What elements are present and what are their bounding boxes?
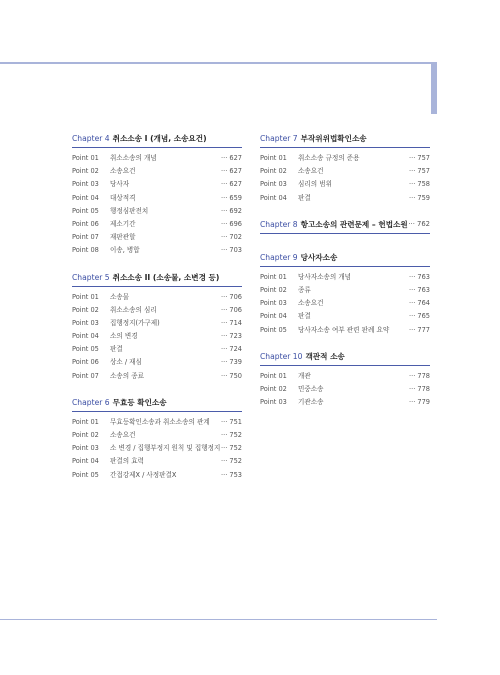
point-number: Point 07	[72, 233, 99, 242]
chapter-heading[interactable]	[72, 397, 242, 412]
page-number: ··· 757	[409, 167, 430, 176]
point-title: 행정심판전치	[110, 206, 149, 215]
chapter-heading[interactable]	[260, 351, 430, 366]
page-number: ··· 777	[409, 325, 430, 334]
page-number: ··· 714	[221, 318, 242, 327]
point-number: Point 01	[72, 154, 99, 162]
toc-entry[interactable]	[72, 330, 242, 343]
chapter-title: 당사자소송	[300, 252, 338, 262]
point-number: Point 01	[72, 292, 99, 301]
page-number: ··· 724	[221, 345, 242, 354]
toc-entry[interactable]	[260, 165, 430, 178]
point-number: Point 02	[260, 167, 287, 176]
toc-entry[interactable]	[72, 429, 242, 442]
chapter-title: 부작위위법확인소송	[300, 134, 367, 143]
page-number: ··· 778	[409, 371, 430, 380]
point-title: 취소소송의 개념	[110, 154, 157, 162]
point-title: 개관	[298, 371, 311, 380]
page-number: ··· 750	[221, 371, 242, 380]
page-number: ··· 765	[409, 312, 430, 321]
toc-entry[interactable]	[260, 370, 430, 383]
page-number: ··· 627	[221, 180, 242, 189]
point-title: 판결	[298, 193, 311, 202]
point-title: 소송물	[110, 292, 130, 301]
point-title: 재판관할	[110, 233, 136, 242]
toc-entry[interactable]	[72, 152, 242, 165]
page-number: ··· 763	[409, 272, 430, 281]
toc-entry[interactable]	[260, 152, 430, 165]
point-title: 판결	[298, 312, 311, 321]
page-number: ··· 692	[221, 206, 242, 215]
point-title: 민중소송	[298, 384, 324, 393]
toc-entry[interactable]	[260, 192, 430, 205]
toc-entry[interactable]	[72, 455, 242, 468]
point-number: Point 02	[72, 167, 99, 176]
point-title: 종류	[298, 285, 311, 294]
point-title: 간접강제X / 사정판결X	[110, 470, 177, 479]
point-number: Point 05	[72, 206, 99, 215]
point-title: 판결	[110, 345, 123, 354]
point-title: 소 변경 / 집행부정지 원칙 및 집행정지	[110, 444, 220, 453]
page-number: ··· 723	[221, 332, 242, 341]
toc-entry[interactable]	[260, 396, 430, 409]
page-number: ··· 758	[409, 180, 430, 189]
point-title: 이송, 병합	[110, 246, 140, 255]
point-title: 심리의 범위	[298, 180, 332, 189]
point-number: Point 04	[72, 457, 99, 466]
point-list	[260, 370, 430, 410]
point-number: Point 03	[260, 180, 287, 189]
toc-entry[interactable]	[72, 165, 242, 178]
page-number: ··· 759	[409, 193, 430, 202]
point-number: Point 01	[260, 371, 287, 380]
point-title: 취소소송 규정의 준용	[298, 154, 360, 162]
toc-right-column	[260, 133, 430, 409]
page-number: ··· 627	[221, 167, 242, 176]
point-title: 집행정지(가구제)	[110, 318, 160, 327]
chapter-heading[interactable]	[72, 272, 242, 287]
point-title: 소송요건	[110, 167, 136, 176]
toc-entry[interactable]	[260, 383, 430, 396]
chapter-title: 항고소송의 관련문제 – 헌법소원	[300, 219, 408, 229]
point-title: 소송의 종료	[110, 371, 144, 380]
point-number: Point 02	[72, 305, 99, 314]
chapter-label: Chapter 7	[260, 134, 298, 143]
chapter-label: Chapter 4	[72, 134, 110, 143]
point-title: 당사자소송의 개념	[298, 272, 352, 281]
chapter-label: Chapter 5	[72, 272, 110, 282]
page-number: ··· 763	[409, 285, 430, 294]
chapter-title: 취소소송 I (개념, 소송요건)	[112, 134, 207, 143]
point-number: Point 01	[72, 417, 99, 426]
toc-entry[interactable]	[72, 291, 242, 304]
toc-entry[interactable]	[72, 205, 242, 218]
chapter-label: Chapter 8	[260, 219, 298, 229]
point-number: Point 05	[72, 470, 99, 479]
page-number: ··· 752	[221, 444, 242, 453]
point-number: Point 03	[72, 180, 99, 189]
chapter-page: ··· 762	[408, 219, 430, 228]
chapter-label: Chapter 10	[260, 351, 303, 361]
footer-rule	[0, 619, 437, 620]
toc-entry[interactable]	[260, 284, 430, 297]
point-number: Point 04	[72, 193, 99, 202]
page-number: ··· 757	[409, 154, 430, 162]
point-number: Point 03	[260, 299, 287, 308]
page-number: ··· 739	[221, 358, 242, 367]
point-title: 소송요건	[110, 431, 136, 439]
toc-entry[interactable]	[72, 416, 242, 429]
point-number: Point 01	[260, 272, 287, 281]
toc-entry[interactable]	[72, 317, 242, 330]
point-title: 상소 / 재심	[110, 358, 142, 367]
toc-entry[interactable]	[260, 271, 430, 284]
toc-entry[interactable]	[72, 343, 242, 356]
point-list	[260, 271, 430, 337]
toc-entry[interactable]	[72, 304, 242, 317]
page-number: ··· 706	[221, 305, 242, 314]
point-number: Point 06	[72, 358, 99, 367]
point-number: Point 05	[260, 325, 287, 334]
header-band	[0, 62, 437, 116]
toc-entry[interactable]	[72, 442, 242, 455]
toc-entry[interactable]	[72, 192, 242, 205]
page-number: ··· 779	[409, 398, 430, 407]
page-number: ··· 703	[221, 246, 242, 255]
chapter-title: 객관적 소송	[305, 351, 345, 361]
point-title: 소송요건	[298, 167, 324, 176]
point-title: 무효등확인소송과 취소소송의 관계	[110, 417, 210, 426]
toc-entry[interactable]	[72, 356, 242, 369]
toc-entry[interactable]	[72, 218, 242, 231]
point-title: 당사자소송 여부 관련 판례 요약	[298, 325, 390, 334]
toc-entry[interactable]	[260, 310, 430, 323]
point-number: Point 04	[260, 193, 287, 202]
point-title: 대상적격	[110, 193, 136, 202]
point-title: 소의 변경	[110, 332, 138, 341]
point-list	[72, 291, 242, 383]
point-list	[72, 152, 242, 258]
page-number: ··· 751	[221, 417, 242, 426]
header-band-edge	[431, 62, 437, 114]
point-number: Point 04	[260, 312, 287, 321]
toc-entry[interactable]	[72, 231, 242, 244]
page-number: ··· 752	[221, 431, 242, 439]
toc-entry[interactable]	[260, 178, 430, 191]
point-number: Point 03	[72, 318, 99, 327]
page-number: ··· 706	[221, 292, 242, 301]
point-title: 제소기간	[110, 219, 136, 228]
chapter-label: Chapter 6	[72, 397, 110, 407]
chapter-heading[interactable]	[260, 133, 430, 148]
page-number: ··· 702	[221, 233, 242, 242]
toc-left-column	[72, 133, 242, 482]
chapter-label: Chapter 9	[260, 252, 298, 262]
chapter-title: 무효등 확인소송	[112, 397, 167, 407]
point-number: Point 07	[72, 371, 99, 380]
point-number: Point 02	[72, 431, 99, 439]
page-number: ··· 764	[409, 299, 430, 308]
point-number: Point 03	[72, 444, 99, 453]
point-list	[260, 152, 430, 205]
page-number: ··· 627	[221, 154, 242, 162]
point-number: Point 08	[72, 246, 99, 255]
point-number: Point 06	[72, 219, 99, 228]
toc-entry[interactable]	[72, 469, 242, 482]
chapter-heading[interactable]	[260, 219, 430, 234]
point-list	[72, 416, 242, 482]
chapter-heading[interactable]	[260, 252, 430, 267]
point-title: 당사자	[110, 180, 130, 189]
point-number: Point 04	[72, 332, 99, 341]
point-title: 소송요건	[298, 299, 324, 308]
toc-entry[interactable]	[72, 244, 242, 257]
page-number: ··· 696	[221, 219, 242, 228]
point-title: 판결의 효력	[110, 457, 144, 466]
point-number: Point 05	[72, 345, 99, 354]
page-number: ··· 778	[409, 384, 430, 393]
page-number: ··· 753	[221, 470, 242, 479]
chapter-heading[interactable]	[72, 133, 242, 148]
toc-entry[interactable]	[72, 370, 242, 383]
point-number: Point 03	[260, 398, 287, 407]
point-title: 기관소송	[298, 398, 324, 407]
point-number: Point 01	[260, 154, 287, 162]
toc-entry[interactable]	[72, 178, 242, 191]
chapter-title: 취소소송 II (소송물, 소변경 등)	[112, 272, 220, 282]
point-title: 취소소송의 심리	[110, 305, 157, 314]
page-number: ··· 659	[221, 193, 242, 202]
toc-entry[interactable]	[260, 297, 430, 310]
point-number: Point 02	[260, 384, 287, 393]
page-number: ··· 752	[221, 457, 242, 466]
point-number: Point 02	[260, 285, 287, 294]
toc-entry[interactable]	[260, 324, 430, 337]
